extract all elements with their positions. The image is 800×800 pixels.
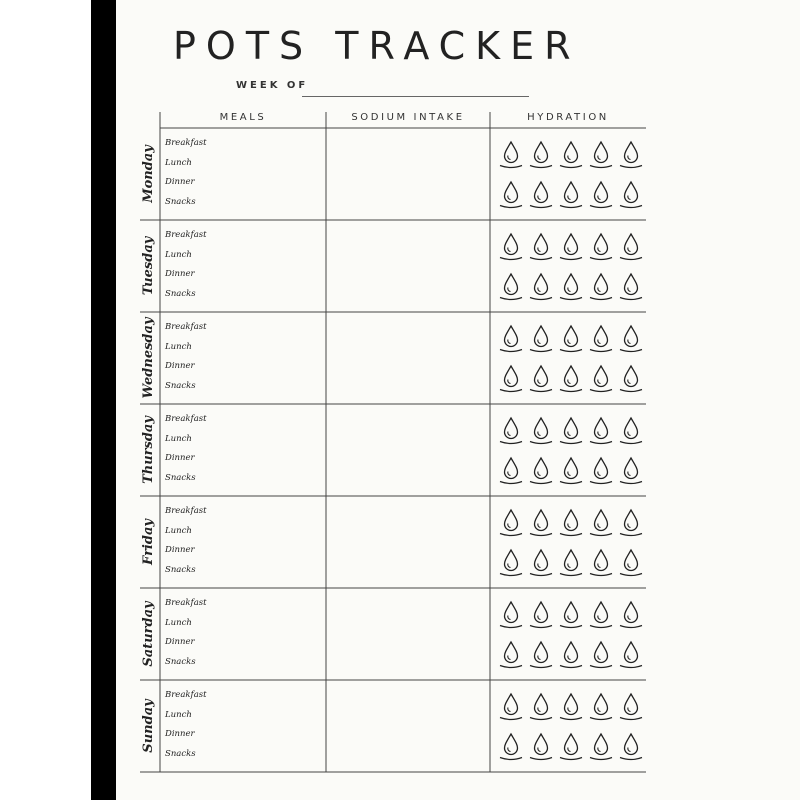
meals-column-header: MEALS <box>219 112 267 123</box>
water-drop-icon[interactable] <box>528 508 554 538</box>
meals-entry-cell[interactable] <box>200 224 324 308</box>
water-drop-icon[interactable] <box>558 416 584 446</box>
water-drop-icon[interactable] <box>498 272 524 302</box>
meals-entry-cell[interactable] <box>200 684 324 768</box>
water-drop-icon[interactable] <box>498 732 524 762</box>
meals-entry-cell[interactable] <box>200 500 324 584</box>
sodium-entry-cell[interactable] <box>328 314 488 402</box>
water-drop-icon[interactable] <box>558 508 584 538</box>
water-drop-icon[interactable] <box>618 732 644 762</box>
sodium-entry-cell[interactable] <box>328 498 488 586</box>
water-drop-icon[interactable] <box>618 416 644 446</box>
meal-label-breakfast: Breakfast <box>165 414 207 424</box>
meal-label-breakfast: Breakfast <box>165 506 207 516</box>
water-drop-icon[interactable] <box>528 600 554 630</box>
water-drop-icon[interactable] <box>618 692 644 722</box>
water-drop-icon[interactable] <box>498 416 524 446</box>
water-drop-icon[interactable] <box>618 640 644 670</box>
meal-label-breakfast: Breakfast <box>165 322 207 332</box>
water-drop-icon[interactable] <box>528 140 554 170</box>
meals-entry-cell[interactable] <box>200 132 324 216</box>
water-drop-icon[interactable] <box>498 324 524 354</box>
meal-label-lunch: Lunch <box>165 525 192 536</box>
water-drop-icon[interactable] <box>618 456 644 486</box>
day-label-sunday: Sunday <box>141 699 156 753</box>
meal-label-dinner: Dinner <box>165 361 195 372</box>
water-drop-icon[interactable] <box>528 548 554 578</box>
sodium-entry-cell[interactable] <box>328 406 488 494</box>
meal-label-snacks: Snacks <box>165 749 196 760</box>
water-drop-icon[interactable] <box>588 232 614 262</box>
water-drop-icon[interactable] <box>558 140 584 170</box>
water-drop-icon[interactable] <box>558 640 584 670</box>
meal-label-lunch: Lunch <box>165 433 192 444</box>
water-drop-icon[interactable] <box>528 180 554 210</box>
water-drop-icon[interactable] <box>588 600 614 630</box>
water-drop-icon[interactable] <box>558 692 584 722</box>
meal-label-snacks: Snacks <box>165 381 196 392</box>
day-label-wednesday: Wednesday <box>141 317 156 399</box>
water-drop-icon[interactable] <box>528 324 554 354</box>
water-drop-icon[interactable] <box>618 272 644 302</box>
meal-label-snacks: Snacks <box>165 289 196 300</box>
sodium-entry-cell[interactable] <box>328 130 488 218</box>
meal-label-dinner: Dinner <box>165 269 195 280</box>
water-drop-icon[interactable] <box>588 456 614 486</box>
water-drop-icon[interactable] <box>558 180 584 210</box>
sodium-entry-cell[interactable] <box>328 590 488 678</box>
water-drop-icon[interactable] <box>558 600 584 630</box>
water-drop-icon[interactable] <box>618 324 644 354</box>
meals-entry-cell[interactable] <box>200 316 324 400</box>
water-drop-icon[interactable] <box>558 456 584 486</box>
water-drop-icon[interactable] <box>528 640 554 670</box>
sodium-entry-cell[interactable] <box>328 682 488 770</box>
week-of-label: WEEK OF <box>236 80 309 91</box>
water-drop-icon[interactable] <box>528 692 554 722</box>
water-drop-icon[interactable] <box>618 548 644 578</box>
meals-entry-cell[interactable] <box>200 592 324 676</box>
water-drop-icon[interactable] <box>588 324 614 354</box>
water-drop-icon[interactable] <box>618 600 644 630</box>
water-drop-icon[interactable] <box>498 548 524 578</box>
water-drop-icon[interactable] <box>618 232 644 262</box>
meal-label-snacks: Snacks <box>165 473 196 484</box>
sodium-column-header: SODIUM INTAKE <box>351 112 465 123</box>
meal-label-lunch: Lunch <box>165 249 192 260</box>
water-drop-icon[interactable] <box>498 456 524 486</box>
water-drop-icon[interactable] <box>528 456 554 486</box>
water-drop-icon[interactable] <box>588 180 614 210</box>
water-drop-icon[interactable] <box>498 692 524 722</box>
water-drop-icon[interactable] <box>588 732 614 762</box>
water-drop-icon[interactable] <box>528 364 554 394</box>
water-drop-icon[interactable] <box>588 548 614 578</box>
meal-label-breakfast: Breakfast <box>165 230 207 240</box>
meal-label-snacks: Snacks <box>165 657 196 668</box>
water-drop-icon[interactable] <box>558 324 584 354</box>
water-drop-icon[interactable] <box>618 180 644 210</box>
water-drop-icon[interactable] <box>618 508 644 538</box>
water-drop-icon[interactable] <box>558 232 584 262</box>
water-drop-icon[interactable] <box>528 272 554 302</box>
water-drop-icon[interactable] <box>558 364 584 394</box>
water-drop-icon[interactable] <box>558 548 584 578</box>
water-drop-icon[interactable] <box>528 416 554 446</box>
meal-label-snacks: Snacks <box>165 565 196 576</box>
water-drop-icon[interactable] <box>588 640 614 670</box>
water-drop-icon[interactable] <box>528 232 554 262</box>
meal-label-dinner: Dinner <box>165 729 195 740</box>
meal-label-dinner: Dinner <box>165 637 195 648</box>
water-drop-icon[interactable] <box>498 640 524 670</box>
meal-label-breakfast: Breakfast <box>165 598 207 608</box>
water-drop-icon[interactable] <box>528 732 554 762</box>
day-label-tuesday: Tuesday <box>141 236 156 296</box>
water-drop-icon[interactable] <box>618 364 644 394</box>
water-drop-icon[interactable] <box>498 364 524 394</box>
meal-label-lunch: Lunch <box>165 709 192 720</box>
meal-label-snacks: Snacks <box>165 197 196 208</box>
day-label-monday: Monday <box>141 145 156 203</box>
meal-label-breakfast: Breakfast <box>165 690 207 700</box>
meal-label-dinner: Dinner <box>165 453 195 464</box>
water-drop-icon[interactable] <box>498 232 524 262</box>
hydration-column-header: HYDRATION <box>527 112 609 123</box>
water-drop-icon[interactable] <box>498 600 524 630</box>
water-drop-icon[interactable] <box>588 692 614 722</box>
meal-label-breakfast: Breakfast <box>165 138 207 148</box>
water-drop-icon[interactable] <box>588 416 614 446</box>
water-drop-icon[interactable] <box>498 180 524 210</box>
water-drop-icon[interactable] <box>498 508 524 538</box>
water-drop-icon[interactable] <box>588 140 614 170</box>
meal-label-lunch: Lunch <box>165 157 192 168</box>
day-label-thursday: Thursday <box>141 416 156 484</box>
water-drop-icon[interactable] <box>558 272 584 302</box>
sodium-entry-cell[interactable] <box>328 222 488 310</box>
meal-label-dinner: Dinner <box>165 545 195 556</box>
day-label-friday: Friday <box>141 519 156 565</box>
meal-label-dinner: Dinner <box>165 177 195 188</box>
meal-label-lunch: Lunch <box>165 617 192 628</box>
water-drop-icon[interactable] <box>588 508 614 538</box>
meals-entry-cell[interactable] <box>200 408 324 492</box>
meal-label-lunch: Lunch <box>165 341 192 352</box>
water-drop-icon[interactable] <box>618 140 644 170</box>
water-drop-icon[interactable] <box>498 140 524 170</box>
water-drop-icon[interactable] <box>588 364 614 394</box>
page-title: POTS TRACKER <box>173 24 581 68</box>
day-label-saturday: Saturday <box>141 601 156 667</box>
water-drop-icon[interactable] <box>588 272 614 302</box>
water-drop-icon[interactable] <box>558 732 584 762</box>
